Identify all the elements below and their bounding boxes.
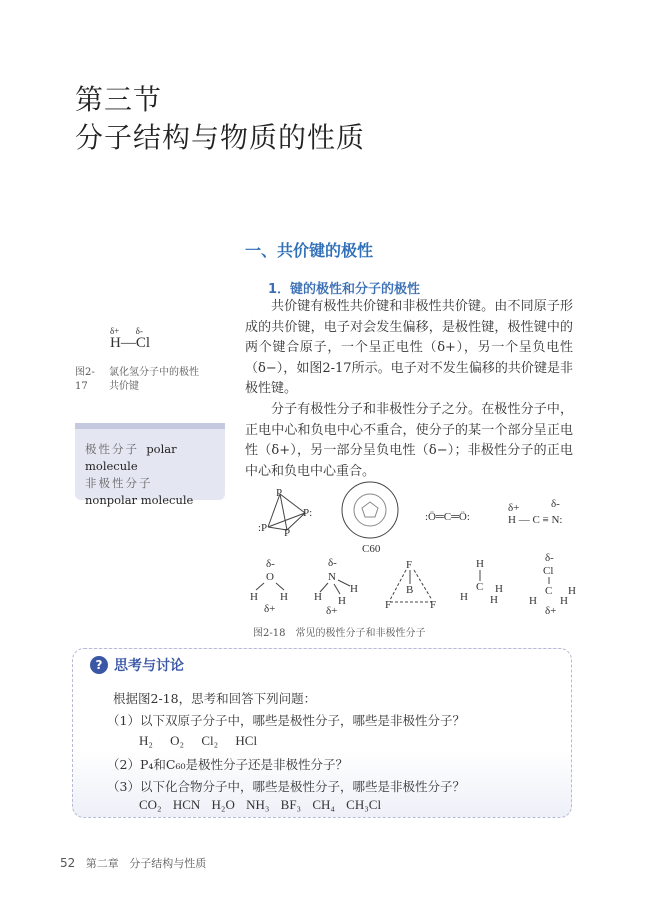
atom-label: H [476, 558, 484, 570]
discussion-box [72, 648, 572, 818]
paragraph: 分子有极性分子和非极性分子之分。在极性分子中，正电中心和负电中心不重合，使分子的某一个部分呈正电性（δ+），另一部分呈负电性（δ−）；非极性分子的正电中心和负电中心重合。 [245, 401, 573, 479]
atom-label: :P [258, 522, 268, 534]
figure-2-17 [110, 326, 150, 350]
section-heading: 一、共价键的极性 [245, 241, 374, 260]
atom-label: C [476, 581, 484, 593]
paragraph: 共价键有极性共价键和非极性共价键。由不同原子形成的共价键，电子对会发生偏移，是极性键，极性键中的两个键合原子，一个呈正电性（δ+），另一个呈负电性（δ−），如图2-17所示。电子对不发生偏移的共价键是非极性键。 [245, 299, 573, 397]
discussion-title-text: 思考与讨论 [114, 658, 184, 674]
atom-label: H [490, 594, 498, 606]
glossary-term-en: nonpolar molecule [85, 493, 194, 507]
question-3: （3）以下化合物分子中，哪些是极性分子，哪些是非极性分子？ [107, 779, 465, 794]
p4-molecule [258, 487, 312, 539]
glossary-box [75, 423, 225, 507]
atom-label: H [338, 595, 346, 607]
atom-label: δ- [328, 557, 337, 569]
discussion-intro: 根据图2-18，思考和回答下列问题： [113, 691, 317, 706]
formulas-3: CO₂ HCN H₂O NH₃ BF₃ CH₄ CH₃Cl [139, 797, 382, 812]
chapter-label: 第二章 [85, 857, 119, 870]
atom-label: O [266, 571, 274, 583]
atom-label: B [406, 584, 414, 596]
section-number: 第三节 [75, 83, 163, 116]
figure-2-18-molecules [240, 480, 600, 620]
discussion-title [90, 655, 184, 675]
atom-label: H [495, 583, 503, 595]
page-number: 52 [60, 856, 76, 870]
c60-molecule [342, 482, 398, 555]
atom-label: F [406, 559, 413, 571]
atom-label: N [328, 571, 336, 583]
atom-label: δ- [545, 552, 554, 564]
co2-molecule: :Ö═C═Ö: [425, 511, 470, 523]
atom-label: δ+ [545, 605, 557, 617]
delta-plus: δ+ [110, 326, 120, 336]
ch3cl-molecule [529, 552, 576, 617]
page-title: 分子结构与物质的性质 [75, 121, 366, 154]
atom-label: δ+ [264, 603, 276, 615]
delta-minus: δ- [135, 326, 143, 336]
atom-label: H [250, 591, 258, 603]
atom-label: H [460, 591, 468, 603]
atom-label: P [276, 487, 283, 499]
glossary-term-en: polar molecule [85, 442, 177, 473]
atom-label: P: [303, 507, 313, 519]
atom-label: δ- [551, 498, 560, 510]
atom-label: C60 [362, 543, 381, 555]
atom-label: H [568, 585, 576, 597]
atom-label: H [314, 591, 322, 603]
question-1: （1）以下双原子分子中，哪些是极性分子，哪些是非极性分子？ [107, 713, 465, 728]
formulas-1: H₂ O₂ Cl₂ HCl [139, 733, 258, 748]
hcl-formula: H—Cl [110, 335, 151, 351]
caption-number: 图2-17 [75, 367, 95, 392]
atom-label: H [350, 583, 358, 595]
question-icon: ? [90, 656, 108, 674]
atom-label: P [284, 527, 291, 539]
question-2: （2）P₄和C₆₀是极性分子还是非极性分子？ [107, 757, 348, 772]
figure-2-18-caption [253, 624, 425, 639]
atom-label: H — C ≡ N: [508, 514, 563, 526]
atom-label: F [385, 599, 392, 611]
hcn-molecule [508, 498, 562, 526]
atom-label: C [545, 585, 553, 597]
atom-label: H [560, 595, 568, 607]
body-text [245, 297, 573, 482]
atom-label: δ+ [508, 502, 520, 514]
ch4-molecule [460, 558, 503, 606]
glossary-term-zh: 极性分子 [85, 442, 139, 456]
caption-number: 图2-18 [253, 628, 286, 639]
atom-label: Cl [543, 565, 554, 577]
chapter-title: 分子结构与性质 [129, 857, 207, 870]
caption-text: 常见的极性分子和非极性分子 [295, 628, 426, 639]
nh3-molecule [314, 557, 358, 617]
h2o-molecule [250, 558, 288, 615]
caption-text: 氯化氢分子中的极性共价键 [108, 367, 199, 392]
page-footer [60, 855, 206, 871]
glossary-term-zh: 非极性分子 [85, 476, 153, 490]
atom-label: H [280, 591, 288, 603]
atom-label: H [529, 595, 537, 607]
atom-label: δ- [266, 558, 275, 570]
subheading: 1．键的极性和分子的极性 [268, 282, 421, 297]
figure-2-17-caption [75, 366, 205, 394]
atom-label: F [430, 599, 437, 611]
bf3-molecule [385, 559, 436, 611]
atom-label: δ+ [326, 605, 338, 617]
